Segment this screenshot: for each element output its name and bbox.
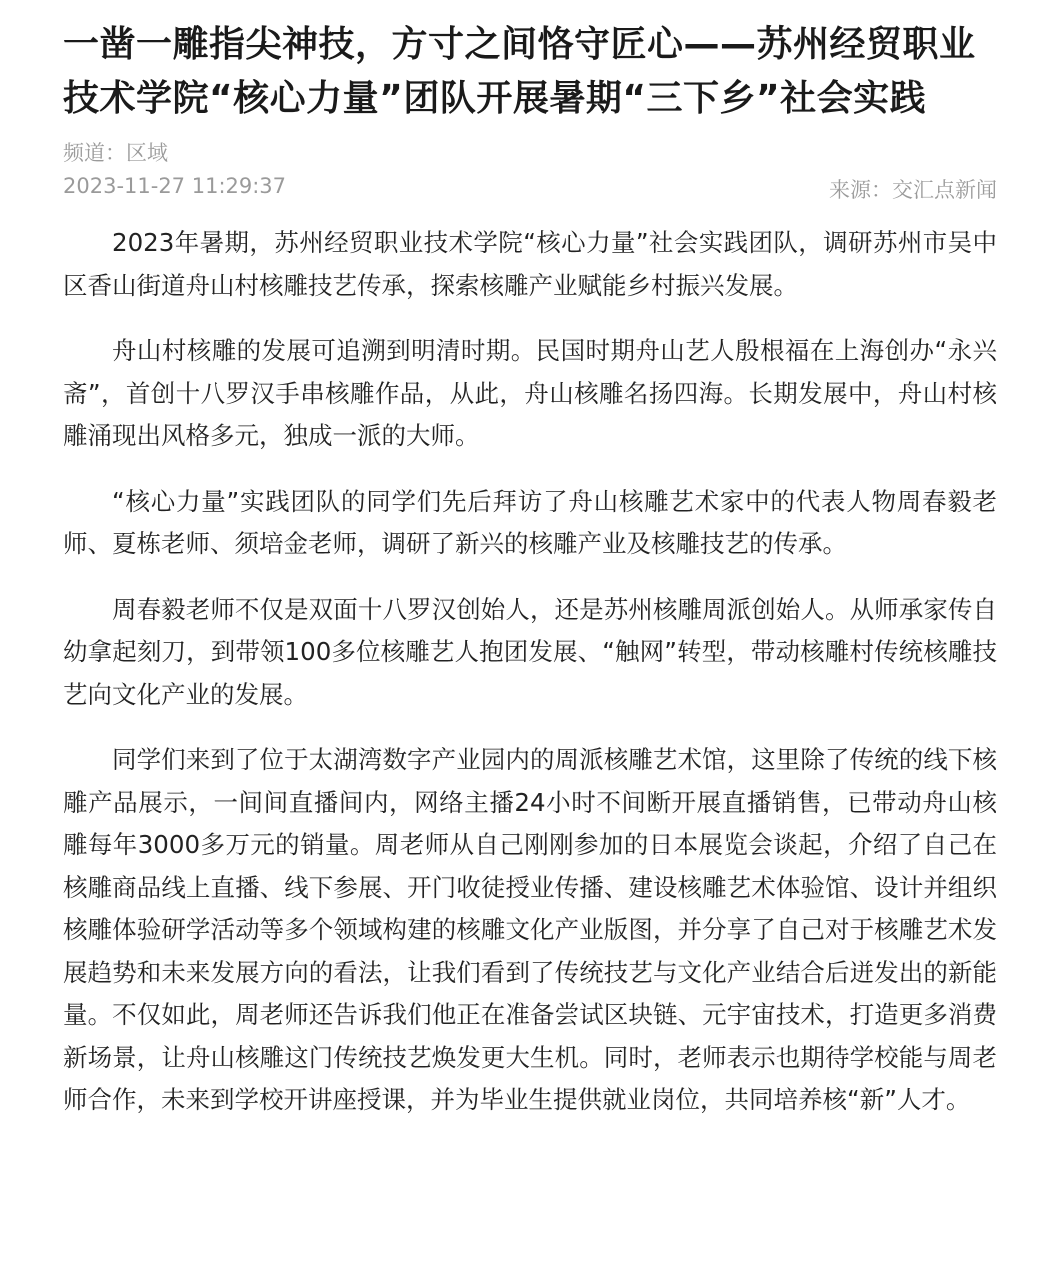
paragraph-2: 舟山村核雕的发展可追溯到明清时期。民国时期舟山艺人殷根福在上海创办“永兴斋”，首创十八罗汉手串核雕作品，从此，舟山核雕名扬四海。长期发展中，舟山村核雕涌现出风格多元，独成一派的大师。 (63, 336, 997, 450)
paragraph-1: 2023年暑期，苏州经贸职业技术学院“核心力量”社会实践团队，调研苏州市吴中区香山街道舟山村核雕技艺传承，探索核雕产业赋能乡村振兴发展。 (63, 228, 997, 300)
article-meta (63, 136, 997, 208)
article-body (63, 222, 997, 1122)
channel-label: 频道：区域 (63, 141, 168, 165)
article-title: 一凿一雕指尖神技，方寸之间恪守匠心——苏州经贸职业技术学院“核心力量”团队开展暑期“三下乡”社会实践 (63, 24, 976, 119)
paragraph-3: “核心力量”实践团队的同学们先后拜访了舟山核雕艺术家中的代表人物周春毅老师、夏栋老师、须培金老师，调研了新兴的核雕产业及核雕技艺的传承。 (63, 486, 997, 558)
source-label: 来源：交汇点新闻 (829, 178, 997, 202)
publish-time: 2023-11-27 11:29:37 (63, 174, 287, 198)
paragraph-4: 周春毅老师不仅是双面十八罗汉创始人，还是苏州核雕周派创始人。从师承家传自幼拿起刻刀，到带领100多位核雕艺人抱团发展、“触网”转型，带动核雕村传统核雕技艺向文化产业的发展。 (63, 594, 997, 709)
article (63, 0, 997, 1122)
paragraph-5: 同学们来到了位于太湖湾数字产业园内的周派核雕艺术馆，这里除了传统的线下核雕产品展示，一间间直播间内，网络主播24小时不间断开展直播销售，已带动舟山核雕每年3000多万元的销量。周老师从自己刚刚参加的日本展览会谈起，介绍了自己在核雕商品线上直播、线下参展、开门收徒授业传播、建设核雕艺术体验馆、设计并组织核雕体验研学活动等多个领域构建的核雕文化产业版图，并分享了自己对于核雕艺术发展趋势和未来发展方向的看法，让我们看到了传统技艺与文化产业结合后迸发出的新能量。不仅如此，周老师还告诉我们他正在准备尝试区块链、元宇宙技术，打造更多消费新场景，让舟山核雕这门传统技艺焕发更大生机。同时，老师表示也期待学校能与周老师合作，未来到学校开讲座授课，并为毕业生提供就业岗位，共同培养核“新”人才。 (63, 745, 997, 1114)
